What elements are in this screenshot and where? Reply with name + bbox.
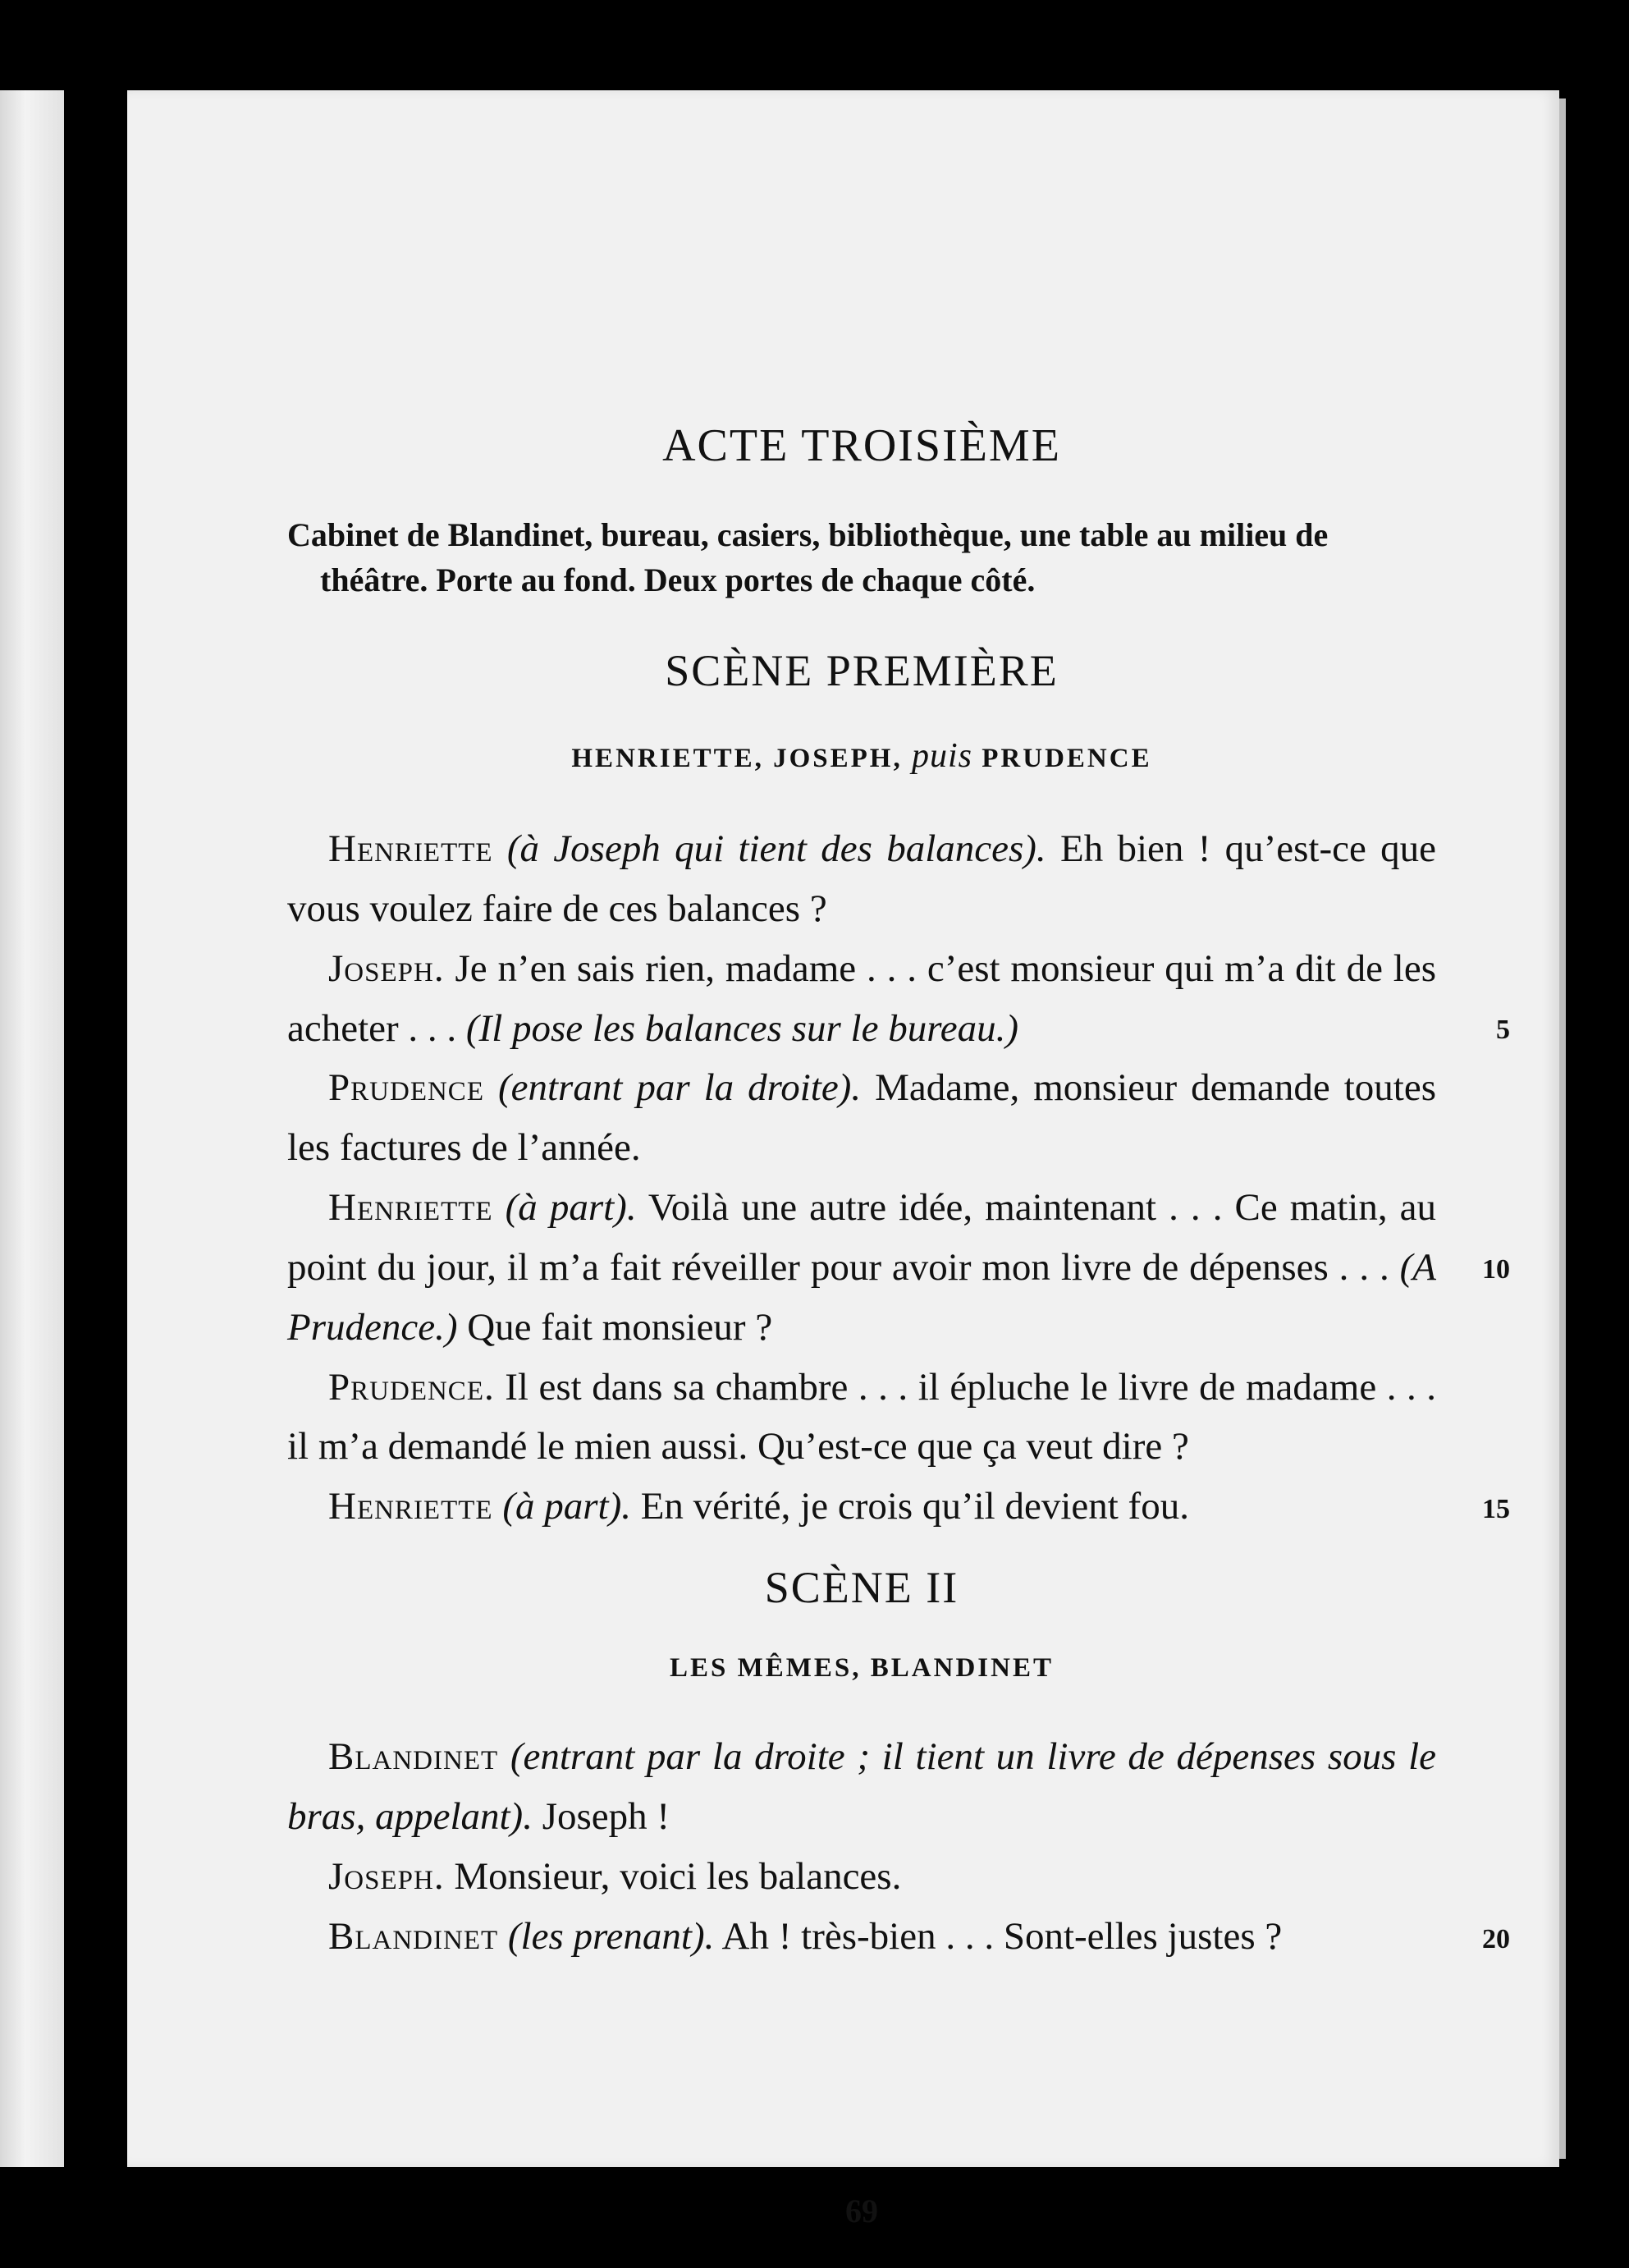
speaker: Joseph.	[328, 946, 445, 990]
speech	[287, 1358, 1436, 1478]
cast-puis: puis	[911, 736, 972, 775]
stage-aside: (à Joseph qui tient des balances).	[506, 827, 1046, 870]
speaker: Joseph.	[328, 1855, 445, 1899]
cast-names: HENRIETTE, JOSEPH,	[571, 743, 903, 773]
stage-aside: (entrant par la droite).	[497, 1066, 862, 1110]
scene-cast	[287, 735, 1436, 777]
stage-aside: (A Prudence.)	[287, 1245, 1436, 1349]
speech-text: Eh bien ! qu’est-ce que vous voulez faire de ces balances ?	[287, 827, 1437, 930]
speaker: Blandinet	[328, 1915, 499, 1959]
stage-aside: (entrant par la droite ; il tient un livre de dépenses sous le bras, appelant).	[287, 1735, 1436, 1839]
speaker: Henriette	[328, 1485, 493, 1528]
line-number: 10	[1482, 1253, 1510, 1285]
speech	[287, 939, 1510, 1059]
speech-text: Il est dans sa chambre . . . il épluche le livre de madame . . . il m’a demandé le mien aussi. Qu’est-ce que ça veut dire ?	[287, 1365, 1436, 1468]
speech	[287, 1727, 1436, 1847]
speech-text: Joseph !	[542, 1795, 670, 1839]
speech-text: Que fait monsieur ?	[467, 1305, 773, 1349]
speech-text: Monsieur, voici les balances.	[454, 1855, 902, 1899]
speech	[287, 1178, 1510, 1358]
speech	[287, 1058, 1436, 1178]
cast-names-2: PRUDENCE	[982, 743, 1152, 773]
line-number: 20	[1482, 1924, 1510, 1955]
stage-aside: (Il pose les balances sur le bureau.)	[465, 1006, 1019, 1050]
page-edge	[1559, 99, 1566, 2159]
scene-title: SCÈNE II	[764, 1563, 959, 1613]
speech	[287, 1477, 1510, 1537]
speech-text: Ah ! très-bien . . . Sont-elles justes ?	[721, 1915, 1283, 1959]
page-number: 69	[845, 2192, 878, 2229]
book-page	[127, 90, 1559, 2229]
line-number: 15	[1482, 1494, 1510, 1525]
page-content	[287, 419, 1510, 2229]
speech-text: Je n’en sais rien, madame . . . c’est monsieur qui m’a dit de les acheter . . .	[287, 946, 1437, 1050]
act-title: ACTE TROISIÈME	[662, 420, 1061, 471]
speaker: Prudence	[328, 1066, 484, 1110]
speech	[287, 819, 1436, 939]
stage-aside: (à part).	[502, 1485, 631, 1528]
speaker: Henriette	[328, 827, 493, 870]
speech	[287, 1847, 1436, 1907]
scene-title: SCÈNE PREMIÈRE	[665, 645, 1059, 695]
speaker: Blandinet	[328, 1735, 499, 1779]
speaker: Henriette	[328, 1186, 493, 1230]
stage-aside: (les prenant).	[507, 1915, 715, 1959]
scene-cast: LES MÊMES, BLANDINET	[669, 1652, 1054, 1683]
line-number: 5	[1496, 1014, 1510, 1045]
stage-direction: Cabinet de Blandinet, bureau, casiers, bibliothèque, une table au milieu de théâtre. Porte au fond. Deux portes de chaque côté.	[287, 516, 1329, 598]
stage-aside: (à part).	[505, 1186, 637, 1230]
previous-page-edge	[0, 90, 64, 2167]
speaker: Prudence.	[328, 1365, 495, 1409]
speech-text: En vérité, je crois qu’il devient fou.	[640, 1485, 1189, 1528]
speech-text: Voilà une autre idée, maintenant . . . Ce matin, au point du jour, il m’a fait réveiller pour avoir mon livre de dépenses . . .	[287, 1186, 1437, 1289]
speech-text: Madame, monsieur demande toutes les factures de l’année.	[287, 1066, 1437, 1170]
speech	[287, 1907, 1510, 1967]
